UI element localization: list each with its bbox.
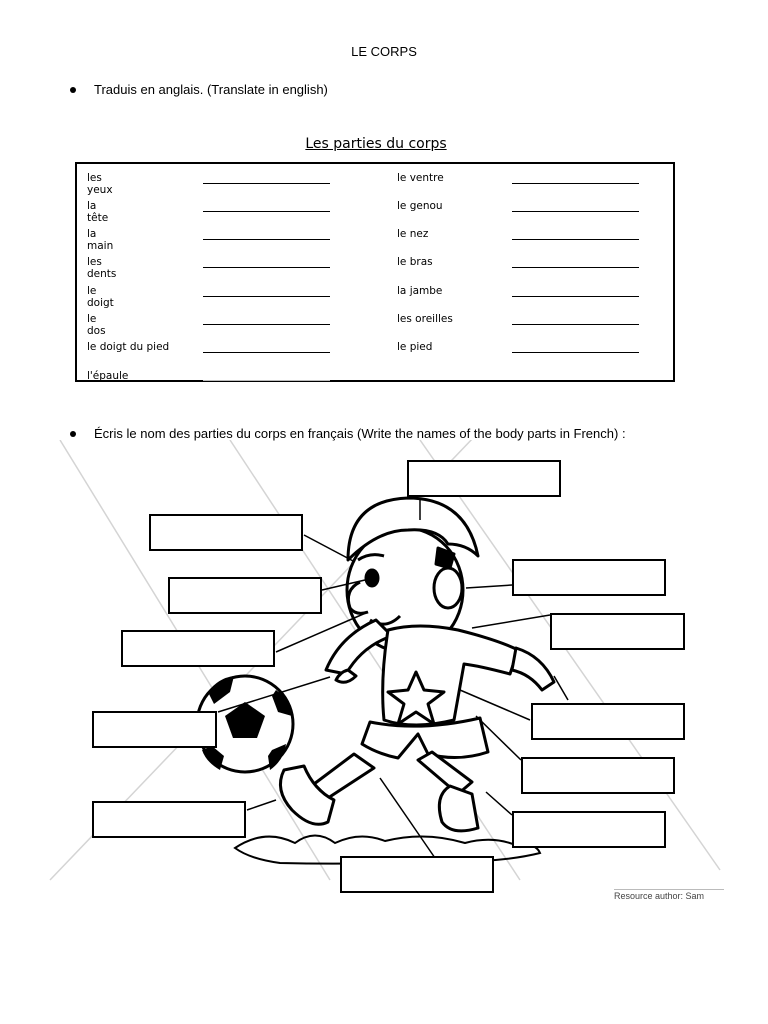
- answer-blank[interactable]: [203, 202, 330, 212]
- vocab-term: les oreilles: [397, 313, 453, 325]
- label-box-teeth[interactable]: [121, 630, 275, 667]
- vocab-term: le bras: [397, 256, 433, 268]
- answer-blank[interactable]: [203, 230, 330, 240]
- answer-blank[interactable]: [512, 287, 639, 297]
- vocab-term: le pied: [397, 341, 433, 353]
- label-box-hand[interactable]: [531, 703, 685, 740]
- vocab-term: la jambe: [397, 285, 443, 297]
- answer-blank[interactable]: [203, 343, 330, 353]
- label-box-head[interactable]: [407, 460, 561, 497]
- label-box-leg[interactable]: [512, 811, 666, 848]
- answer-blank[interactable]: [203, 174, 330, 184]
- label-box-finger[interactable]: [92, 711, 217, 748]
- vocab-term: la main: [87, 228, 114, 252]
- vocab-term: le dos: [87, 313, 106, 337]
- vocab-term: le ventre: [397, 172, 444, 184]
- answer-blank[interactable]: [512, 202, 639, 212]
- answer-blank[interactable]: [512, 258, 639, 268]
- instruction-translate: [70, 82, 328, 97]
- table-title: Les parties du corps: [305, 136, 447, 152]
- vocab-term: l'épaule: [87, 370, 129, 382]
- answer-blank[interactable]: [512, 174, 639, 184]
- page-title: LE CORPS: [351, 44, 417, 59]
- label-box-shoulder[interactable]: [550, 613, 685, 650]
- answer-blank[interactable]: [203, 287, 330, 297]
- label-box-eyes[interactable]: [149, 514, 303, 551]
- vocab-term: le nez: [397, 228, 429, 240]
- vocab-term: les yeux: [87, 172, 113, 196]
- vocab-term: la tête: [87, 200, 109, 224]
- vocab-term: le doigt: [87, 285, 114, 309]
- label-box-nose[interactable]: [168, 577, 322, 614]
- bullet-icon: [70, 431, 76, 437]
- vocab-term: les dents: [87, 256, 117, 280]
- label-box-ear[interactable]: [512, 559, 666, 596]
- answer-blank[interactable]: [512, 315, 639, 325]
- instruction-write-text: Écris le nom des parties du corps en français (Write the names of the body parts in French) :: [94, 426, 626, 441]
- answer-blank[interactable]: [203, 315, 330, 325]
- answer-blank[interactable]: [512, 230, 639, 240]
- answer-blank[interactable]: [203, 258, 330, 268]
- label-box-toe[interactable]: [340, 856, 494, 893]
- vocabulary-table: [75, 162, 675, 382]
- answer-blank[interactable]: [512, 343, 639, 353]
- instruction-translate-text: Traduis en anglais. (Translate in english): [94, 82, 328, 97]
- label-box-knee[interactable]: [521, 757, 675, 794]
- vocab-term: le genou: [397, 200, 443, 212]
- bullet-icon: [70, 87, 76, 93]
- boy-body: [280, 620, 554, 831]
- instruction-write: [70, 426, 626, 441]
- answer-blank[interactable]: [203, 371, 330, 381]
- label-box-foot[interactable]: [92, 801, 246, 838]
- vocab-term: le doigt du pied: [87, 341, 170, 353]
- resource-author-note: Resource author: Sam: [614, 889, 724, 901]
